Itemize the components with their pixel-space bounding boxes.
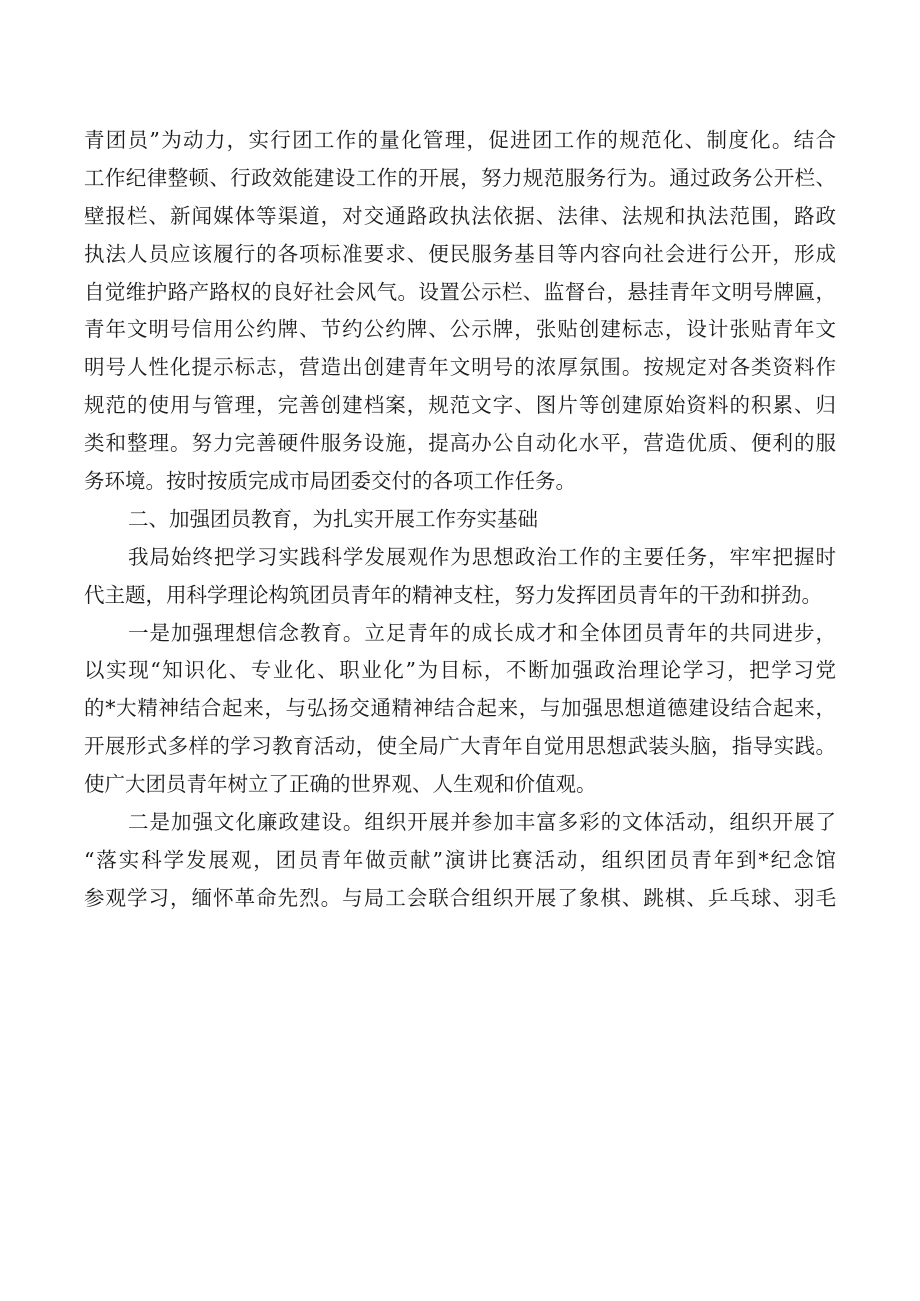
text-line: 二是加强文化廉政建设。组织开展并参加丰富多彩的文体活动，组织开展了 bbox=[128, 810, 836, 835]
text-line: 明号人性化提示标志，营造出创建青年文明号的浓厚氛围。按规定对各类资料作 bbox=[84, 355, 836, 380]
text-line: 执法人员应该履行的各项标准要求、便民服务基目等内容向社会进行公开，形成 bbox=[84, 241, 836, 266]
text-line: 参观学习，缅怀革命先烈。与局工会联合组织开展了象棋、跳棋、乒乓球、羽毛 bbox=[84, 885, 836, 910]
text-line: 青年文明号信用公约牌、节约公约牌、公示牌，张贴创建标志，设计张贴青年文 bbox=[84, 317, 836, 342]
text-line: 青团员”为动力，实行团工作的量化管理，促进团工作的规范化、制度化。结合 bbox=[84, 128, 836, 152]
paragraph-p1 bbox=[84, 122, 836, 501]
text-line: 一是加强理想信念教育。立足青年的成长成才和全体团员青年的共同进步， bbox=[128, 620, 836, 645]
text-line: 我局始终把学习实践科学发展观作为思想政治工作的主要任务，牢牢把握时 bbox=[128, 544, 836, 569]
text-line: 自觉维护路产路权的良好社会风气。设置公示栏、监督台，悬挂青年文明号牌匾， bbox=[84, 279, 836, 304]
text-line: 类和整理。努力完善硬件服务设施，提高办公自动化水平，营造优质、便利的服 bbox=[84, 431, 836, 456]
text-line: “落实科学发展观，团员青年做贡献”演讲比赛活动，组织团员青年到*纪念馆 bbox=[84, 847, 836, 872]
paragraph-p3 bbox=[84, 615, 836, 804]
text-line: 使广大团员青年树立了正确的世界观、人生观和价值观。 bbox=[84, 772, 597, 797]
paragraph-p4 bbox=[84, 804, 836, 918]
text-line: 务环境。按时按质完成市局团委交付的各项工作任务。 bbox=[84, 469, 576, 494]
text-line: 以实现“知识化、专业化、职业化”为目标，不断加强政治理论学习，把学习党 bbox=[84, 658, 836, 683]
text-line: 代主题，用科学理论构筑团员青年的精神支柱，努力发挥团员青年的干劲和拼劲。 bbox=[84, 582, 822, 607]
text-line: 的*大精神结合起来，与弘扬交通精神结合起来，与加强思想道德建设结合起来， bbox=[84, 696, 836, 721]
text-line: 规范的使用与管理，完善创建档案，规范文字、图片等创建原始资料的积累、归 bbox=[84, 393, 836, 418]
text-line: 壁报栏、新闻媒体等渠道，对交通路政执法依据、法律、法规和执法范围，路政 bbox=[84, 203, 836, 228]
section-heading bbox=[84, 501, 836, 539]
heading-line: 二、加强团员教育，为扎实开展工作夯实基础 bbox=[128, 506, 538, 531]
text-line: 开展形式多样的学习教育活动，使全局广大青年自觉用思想武装头脑，指导实践。 bbox=[84, 734, 836, 759]
paragraph-p2 bbox=[84, 539, 836, 615]
document-body bbox=[84, 122, 836, 918]
text-line: 工作纪律整顿、行政效能建设工作的开展，努力规范服务行为。通过政务公开栏、 bbox=[84, 165, 836, 190]
